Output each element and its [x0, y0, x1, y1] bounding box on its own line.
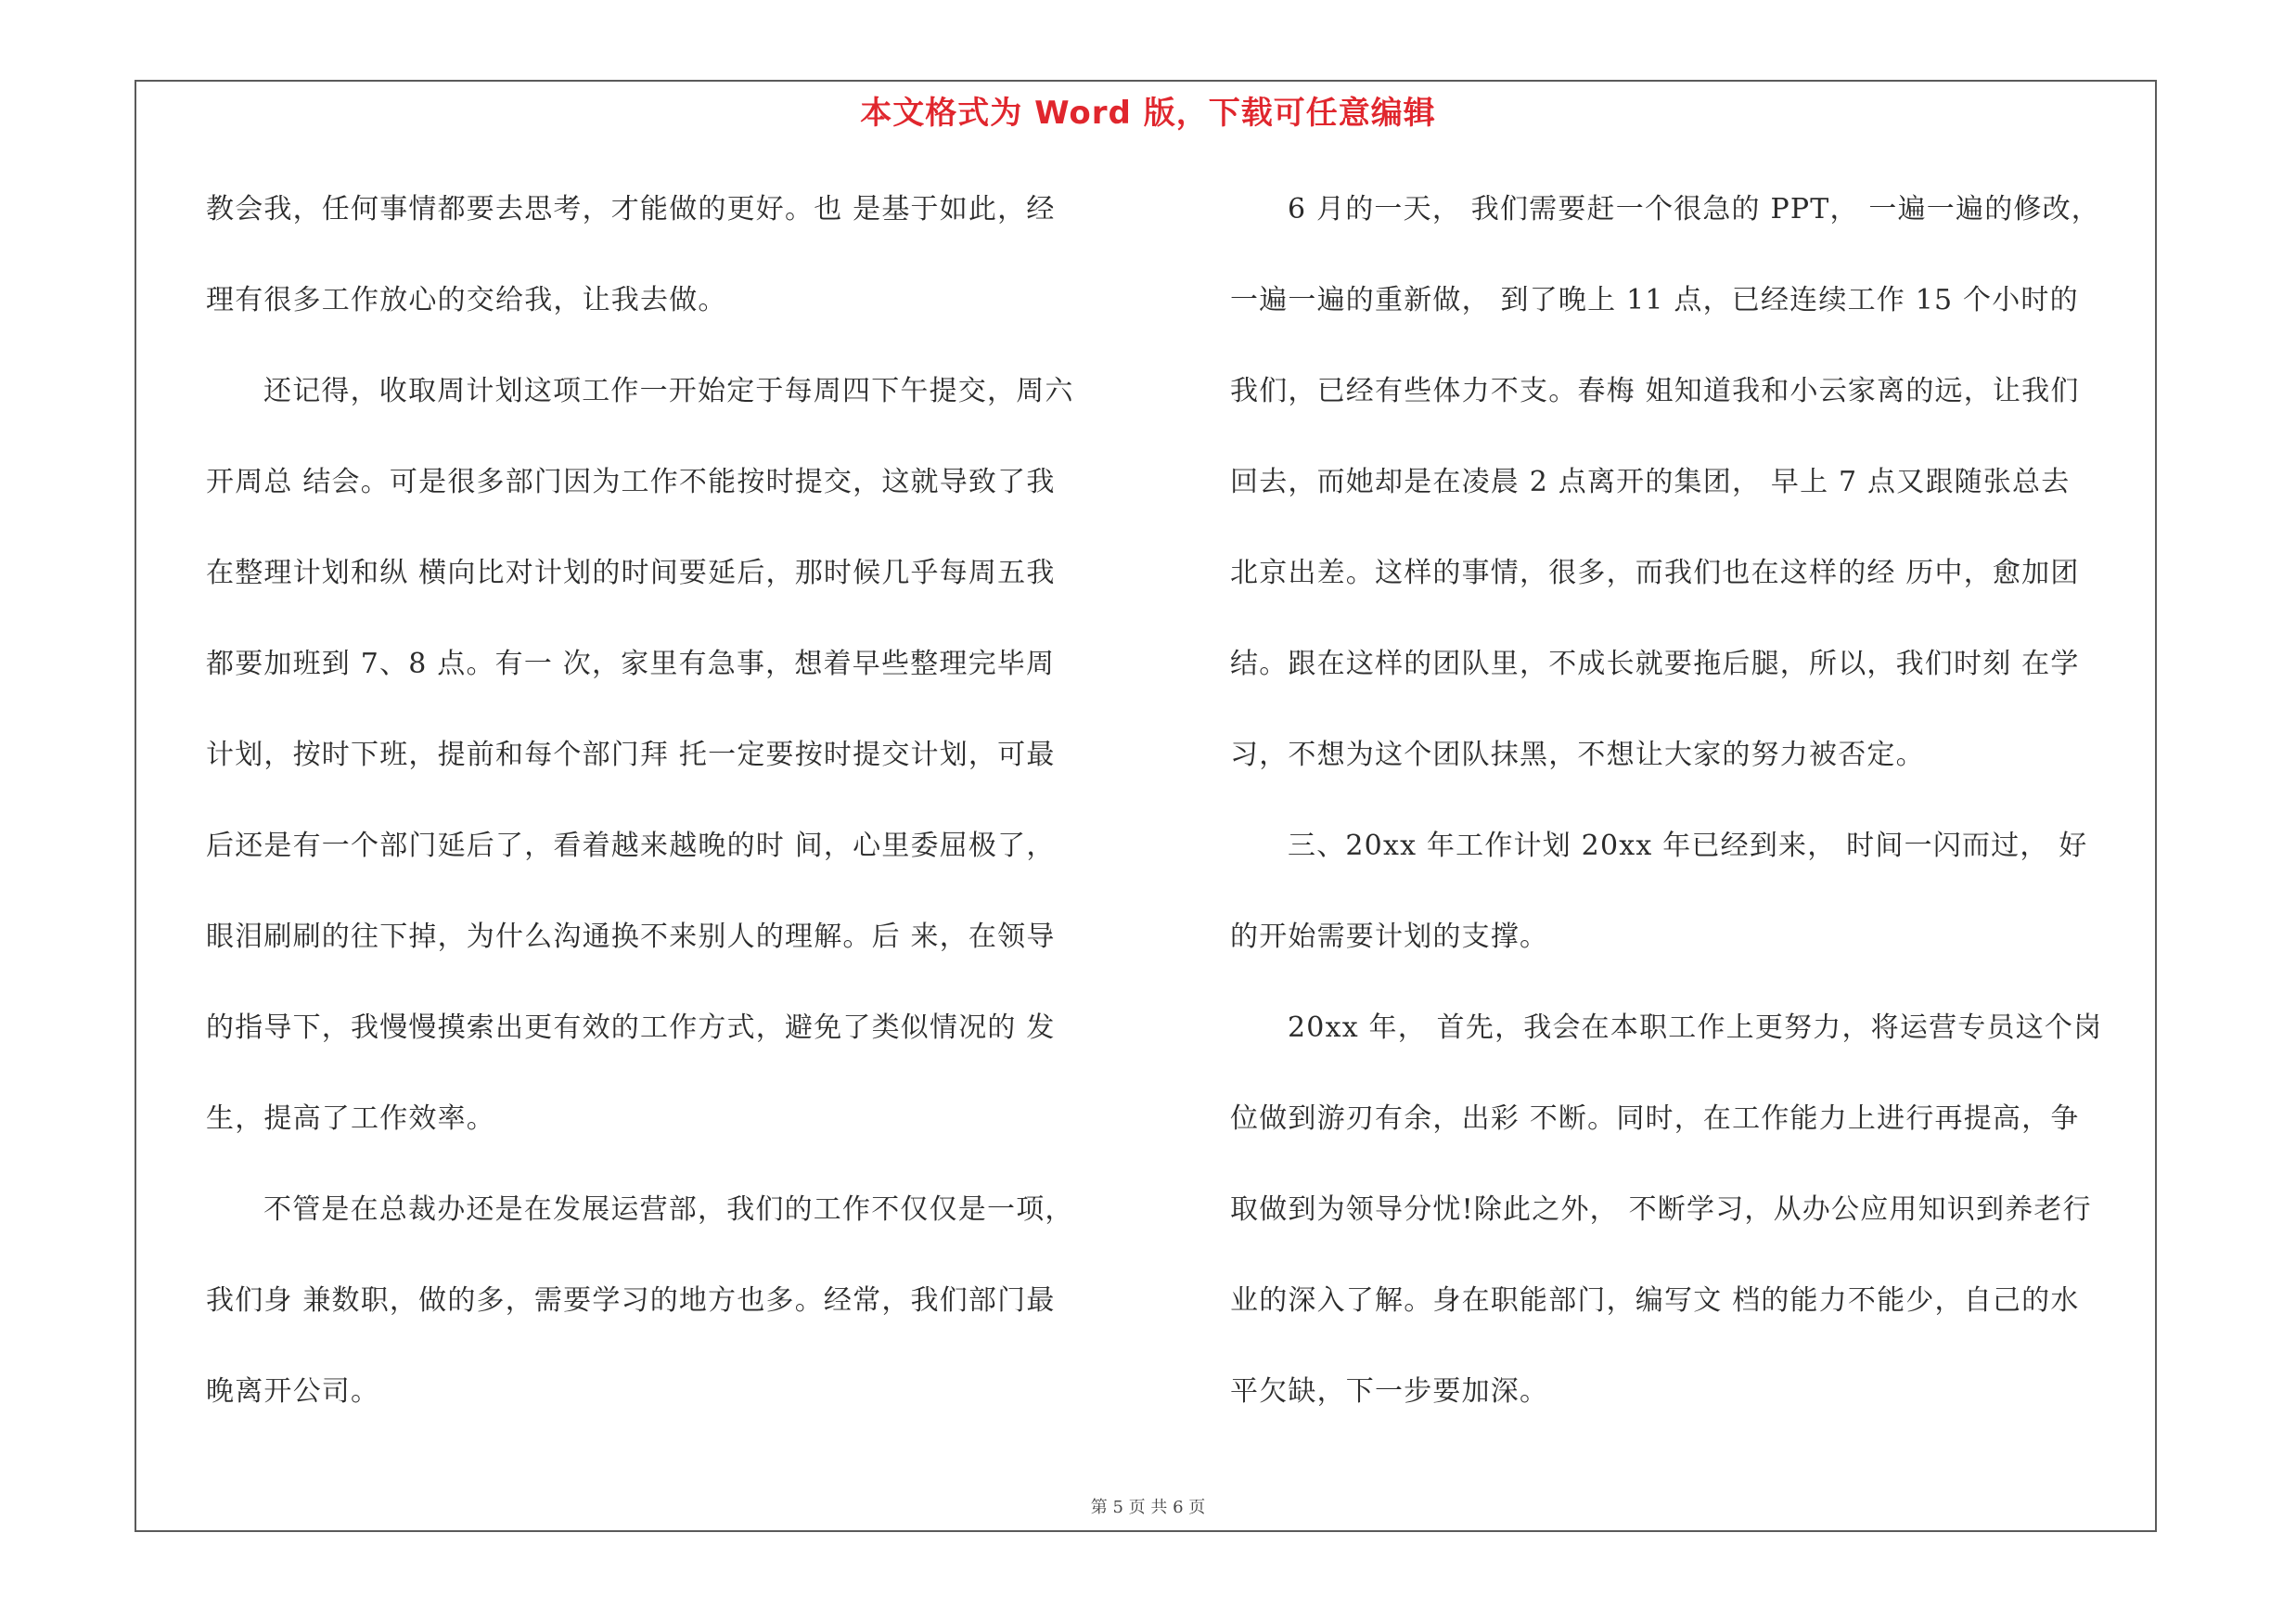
text-line: 在整理计划和纵 横向比对计划的时间要延后，那时候几乎每周五我: [206, 557, 1056, 589]
text-line: 回去，而她却是在凌晨 2 点离开的集团， 早上 7 点又跟随张总去: [1230, 466, 2071, 498]
text-line: 取做到为领导分忧!除此之外， 不断学习，从办公应用知识到养老行: [1230, 1193, 2092, 1226]
page-number-footer: 第 5 页 共 6 页: [1090, 1498, 1206, 1517]
right-column: [1230, 181, 2158, 1454]
text-line: 平欠缺，下一步要加深。: [1230, 1375, 1549, 1408]
text-line: 业的深入了解。身在职能部门，编写文 档的能力不能少，自己的水: [1230, 1284, 2080, 1317]
text-line: 计划，按时下班，提前和每个部门拜 托一定要按时提交计划，可最: [206, 739, 1056, 771]
text-line: 结。跟在这样的团队里，不成长就要拖后腿，所以，我们时刻 在学: [1230, 648, 2080, 680]
text-line: 的开始需要计划的支撑。: [1230, 921, 1549, 953]
text-line: 教会我，任何事情都要去思考，才能做的更好。也 是基于如此，经: [206, 193, 1056, 225]
format-banner: 本文格式为 Word 版，下载可任意编辑: [860, 95, 1436, 132]
text-line: 都要加班到 7、8 点。有一 次，家里有急事，想着早些整理完毕周: [206, 648, 1056, 680]
text-line: 不管是在总裁办还是在发展运营部，我们的工作不仅仅是一项，: [263, 1193, 1074, 1226]
text-line: 北京出差。这样的事情，很多，而我们也在这样的经 历中，愈加团: [1230, 557, 2080, 589]
text-line: 晚离开公司。: [206, 1375, 380, 1408]
text-line: 后还是有一个部门延后了，看着越来越晚的时 间，心里委屈极了，: [206, 830, 1056, 862]
text-line: 我们身 兼数职，做的多，需要学习的地方也多。经常，我们部门最: [206, 1284, 1056, 1317]
text-line: 位做到游刃有余，出彩 不断。同时，在工作能力上进行再提高，争: [1230, 1102, 2080, 1135]
text-line: 一遍一遍的重新做， 到了晚上 11 点，已经连续工作 15 个小时的: [1230, 284, 2079, 316]
text-line: 20xx 年， 首先，我会在本职工作上更努力，将运营专员这个岗: [1288, 1011, 2103, 1044]
text-line: 还记得，收取周计划这项工作一开始定于每周四下午提交，周六: [263, 375, 1074, 407]
text-line: 的指导下，我慢慢摸索出更有效的工作方式，避免了类似情况的 发: [206, 1011, 1056, 1044]
text-line: 我们，已经有些体力不支。春梅 姐知道我和小云家离的远，让我们: [1230, 375, 2080, 407]
left-column: [206, 181, 1115, 1454]
text-line: 理有很多工作放心的交给我，让我去做。: [206, 284, 727, 316]
text-line: 习，不想为这个团队抹黑，不想让大家的努力被否定。: [1230, 739, 1925, 771]
text-line: 生，提高了工作效率。: [206, 1102, 495, 1135]
text-line: 6 月的一天， 我们需要赶一个很急的 PPT， 一遍一遍的修改，: [1288, 193, 2101, 225]
text-line: 开周总 结会。可是很多部门因为工作不能按时提交，这就导致了我: [206, 466, 1056, 498]
text-line: 三、20xx 年工作计划 20xx 年已经到来， 时间一闪而过， 好: [1288, 830, 2088, 862]
text-line: 眼泪刷刷的往下掉，为什么沟通换不来别人的理解。后 来，在领导: [206, 921, 1056, 953]
